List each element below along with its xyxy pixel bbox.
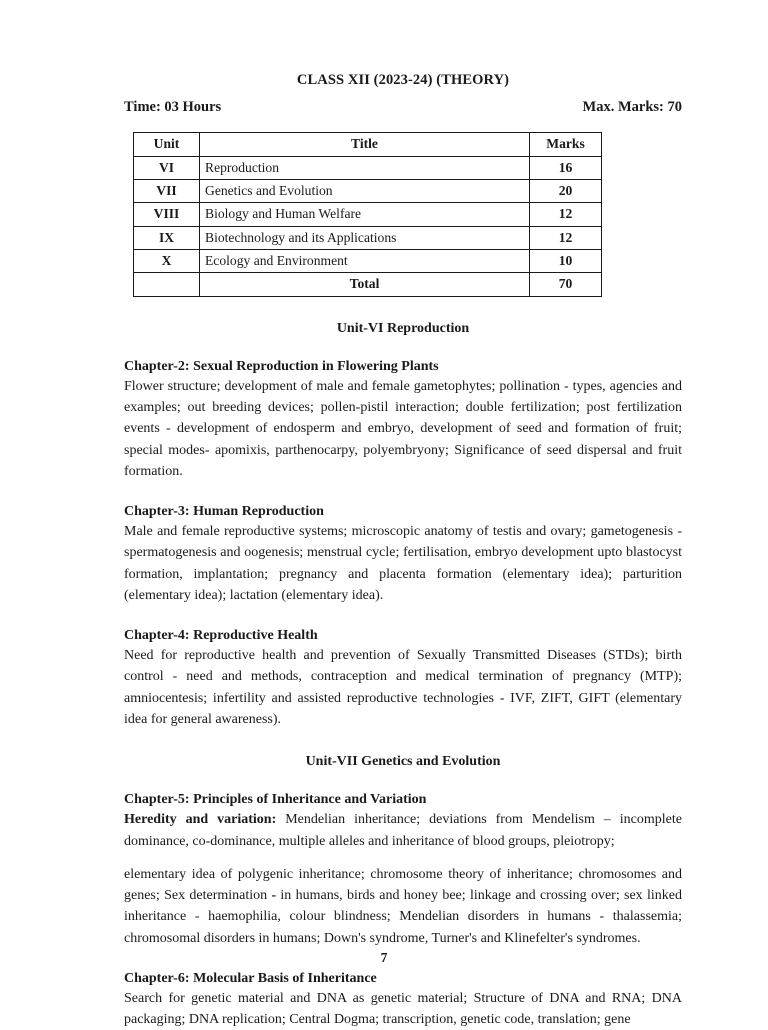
cell-unit: VI xyxy=(134,156,200,179)
chapter-body-4: Need for reproductive health and prevention of Sexually Transmitted Diseases (STDs); birth control - need and methods, contraception and medical termination of pregnancy (MTP); amniocentesis; infertility and assisted reproductive technologies - IVF, ZIFT, GIFT (elementary idea for general awareness). xyxy=(124,648,682,727)
table-total-row xyxy=(134,273,602,296)
chapter-body-5-part2 xyxy=(124,864,682,949)
column-header-title: Title xyxy=(200,133,530,156)
cell-total-label: Total xyxy=(200,273,530,296)
cell-title: Biology and Human Welfare xyxy=(200,203,530,226)
chapter-heading-2: Chapter-2: Sexual Reproduction in Flowering Plants xyxy=(124,358,439,374)
chapter-body-5-part2-a: elementary idea of polygenic inheritance; chromosome theory of inheritance; chromosomes and genes; Sex determination xyxy=(124,866,682,904)
column-header-marks: Marks xyxy=(530,133,602,156)
chapter-body-5-lead: Heredity and variation: xyxy=(124,812,277,828)
cell-title: Ecology and Environment xyxy=(200,250,530,273)
chapter-body-5-dash: - xyxy=(271,888,277,904)
table-row xyxy=(134,156,602,179)
cell-title: Biotechnology and its Applications xyxy=(200,226,530,249)
chapter-heading-3: Chapter-3: Human Reproduction xyxy=(124,504,324,520)
chapter-body-2: Flower structure; development of male and female gametophytes; pollination - types, agencies and examples; out breeding devices; pollen-pistil interaction; double fertilization; post fertilization events - development of endosperm and embryo, development of seed and formation of fruit; special modes- apomixis, parthenocarpy, polyembryony; Significance of seed dispersal and fruit formation. xyxy=(124,378,682,479)
chapter-body-5-part1 xyxy=(124,809,682,852)
chapter-heading-5: Chapter-5: Principles of Inheritance and Variation xyxy=(124,792,427,808)
exam-duration: Time: 03 Hours xyxy=(124,99,222,116)
unit-marks-table xyxy=(133,132,602,296)
chapter-heading-4: Chapter-4: Reproductive Health xyxy=(124,628,318,644)
cell-unit: VII xyxy=(134,180,200,203)
page-number: 7 xyxy=(380,950,388,965)
column-header-unit: Unit xyxy=(134,133,200,156)
exam-meta-row xyxy=(124,99,682,116)
cell-marks: 10 xyxy=(530,250,602,273)
page-content xyxy=(124,0,682,1030)
table-row xyxy=(134,203,602,226)
chapter-body-5-rest: Mendelian inheritance; deviations from Mendelism – incomplete dominance, co-dominance, multiple alleles and inheritance of blood groups, pleiotropy; xyxy=(124,812,682,849)
cell-marks: 16 xyxy=(530,156,602,179)
chapter-body-5-part2-b: in humans, birds and honey bee; linkage and crossing over; sex linked inheritance - haemophilia, colour blindness; Mendelian disorders in humans - thalassemia; chromosomal disorders in humans; Down's syndrome, Turner's and Klinefelter's syndromes. xyxy=(124,888,682,946)
chapter-body-6: Search for genetic material and DNA as genetic material; Structure of DNA and RNA; DNA packaging; DNA replication; Central Dogma; transcription, genetic code, translation; gene xyxy=(124,990,682,1028)
cell-marks: 12 xyxy=(530,203,602,226)
cell-unit: VIII xyxy=(134,203,200,226)
table-row xyxy=(134,226,602,249)
table-row xyxy=(134,180,602,203)
cell-unit: X xyxy=(134,250,200,273)
cell-unit: IX xyxy=(134,226,200,249)
cell-title: Genetics and Evolution xyxy=(200,180,530,203)
chapter-body-3: Male and female reproductive systems; microscopic anatomy of testis and ovary; gametogenesis -spermatogenesis and oogenesis; menstrual cycle; fertilisation, embryo development upto blastocyst formation, implantation; pregnancy and placenta formation (elementary idea); parturition (elementary idea); lactation (elementary idea). xyxy=(124,524,682,603)
chapter-heading-6: Chapter-6: Molecular Basis of Inheritance xyxy=(124,970,377,986)
cell-total-marks: 70 xyxy=(530,273,602,296)
table-header-row xyxy=(134,133,602,156)
cell-unit-empty xyxy=(134,273,200,296)
unit-heading-vii: Unit-VII Genetics and Evolution xyxy=(305,754,501,770)
unit-heading-vi: Unit-VI Reproduction xyxy=(336,320,470,336)
table-row xyxy=(134,250,602,273)
exam-max-marks: Max. Marks: 70 xyxy=(582,99,682,116)
cell-marks: 20 xyxy=(530,180,602,203)
cell-title: Reproduction xyxy=(200,156,530,179)
page-title: CLASS XII (2023-24) (THEORY) xyxy=(296,72,510,88)
cell-marks: 12 xyxy=(530,226,602,249)
